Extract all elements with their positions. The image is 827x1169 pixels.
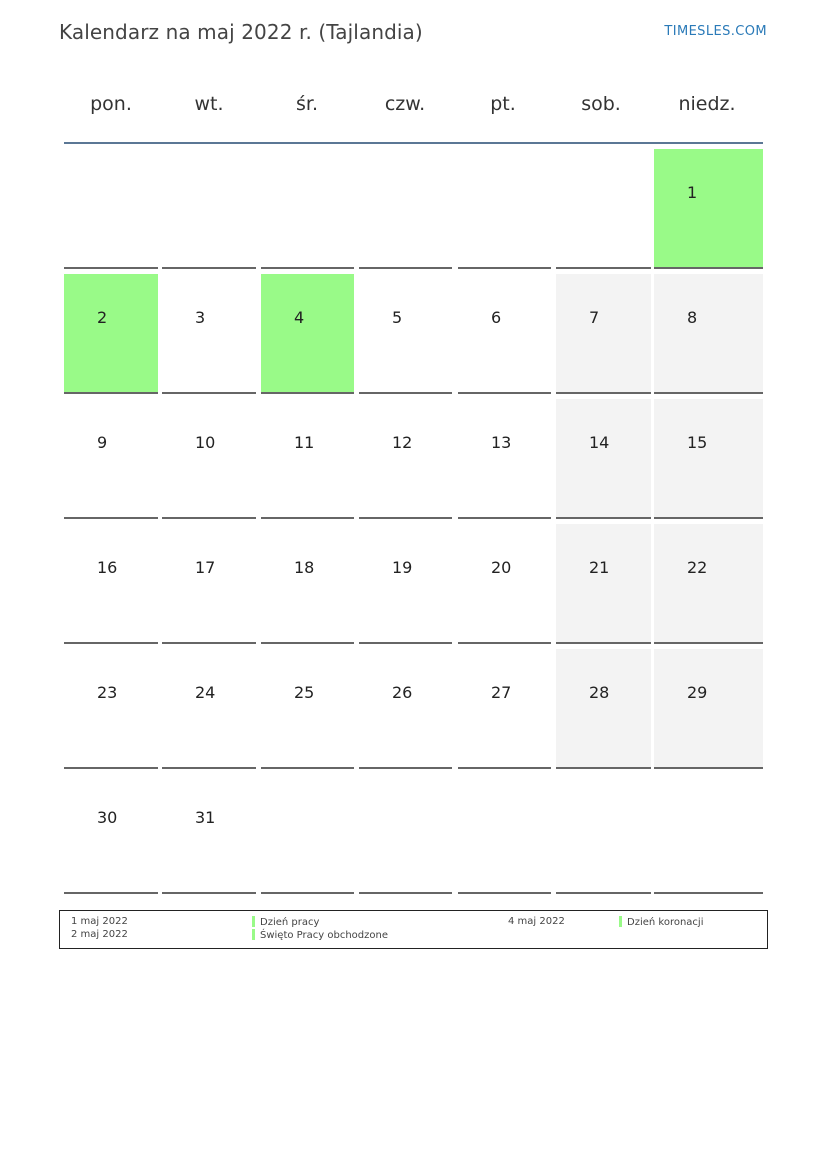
- day-cell[interactable]: [162, 399, 256, 519]
- weekday-header-row: [62, 90, 763, 120]
- day-number: 28: [589, 683, 610, 702]
- day-cell[interactable]: [458, 274, 551, 394]
- weekday-label-thu: czw.: [384, 93, 426, 115]
- day-number: 31: [195, 808, 216, 827]
- day-number: 19: [392, 558, 413, 577]
- day-cell[interactable]: [64, 774, 158, 894]
- day-number: 6: [491, 308, 502, 327]
- legend-name-1: Dzień pracy: [260, 917, 320, 928]
- empty-day-cell: [556, 774, 651, 894]
- day-cell[interactable]: [556, 524, 651, 644]
- day-cell[interactable]: [654, 524, 763, 644]
- day-cell[interactable]: [261, 274, 354, 394]
- day-number: 10: [195, 433, 216, 452]
- day-number: 15: [687, 433, 708, 452]
- day-number: 9: [97, 433, 108, 452]
- legend-item-1: [252, 916, 319, 928]
- day-number: 5: [392, 308, 403, 327]
- legend-name-3: Dzień koronacji: [627, 917, 704, 928]
- day-number: 29: [687, 683, 708, 702]
- weekday-label-sat: sob.: [581, 93, 621, 115]
- day-cell[interactable]: [261, 649, 354, 769]
- day-number: 22: [687, 558, 708, 577]
- holiday-legend: [59, 910, 768, 949]
- legend-name-2: Święto Pracy obchodzone: [260, 930, 388, 941]
- day-number: 18: [294, 558, 315, 577]
- weekday-label-fri: pt.: [490, 93, 516, 115]
- day-number: 30: [97, 808, 118, 827]
- day-number: 24: [195, 683, 216, 702]
- empty-day-cell: [261, 774, 354, 894]
- empty-day-cell: [458, 774, 551, 894]
- day-cell[interactable]: [359, 649, 452, 769]
- day-cell[interactable]: [359, 524, 452, 644]
- day-cell[interactable]: [64, 524, 158, 644]
- day-cell[interactable]: [556, 399, 651, 519]
- day-cell[interactable]: [654, 274, 763, 394]
- day-cell[interactable]: [359, 399, 452, 519]
- empty-day-cell: [261, 149, 354, 269]
- day-number: 4: [294, 308, 305, 327]
- day-cell[interactable]: [654, 399, 763, 519]
- site-link[interactable]: TIMESLES.COM: [664, 24, 767, 39]
- day-number: 26: [392, 683, 413, 702]
- day-number: 23: [97, 683, 118, 702]
- day-cell[interactable]: [64, 274, 158, 394]
- day-cell[interactable]: [359, 274, 452, 394]
- day-cell[interactable]: [162, 774, 256, 894]
- legend-item-3: [619, 916, 703, 928]
- day-number: 17: [195, 558, 216, 577]
- day-number: 7: [589, 308, 600, 327]
- day-cell[interactable]: [64, 399, 158, 519]
- day-cell[interactable]: [162, 274, 256, 394]
- legend-item-2: [252, 929, 388, 941]
- legend-marker-2: [252, 929, 255, 940]
- day-number: 2: [97, 308, 108, 327]
- day-number: 11: [294, 433, 315, 452]
- legend-marker-1: [252, 916, 255, 927]
- empty-day-cell: [162, 149, 256, 269]
- day-cell[interactable]: [654, 149, 763, 269]
- day-number: 20: [491, 558, 512, 577]
- weekday-label-sun: niedz.: [678, 93, 736, 115]
- weekday-label-wed: śr.: [295, 93, 318, 115]
- empty-day-cell: [654, 774, 763, 894]
- day-number: 1: [687, 183, 698, 202]
- day-cell[interactable]: [654, 649, 763, 769]
- day-cell[interactable]: [458, 524, 551, 644]
- empty-day-cell: [458, 149, 551, 269]
- legend-date-2: 2 maj 2022: [71, 929, 128, 940]
- page-title: Kalendarz na maj 2022 r. (Tajlandia): [59, 20, 423, 44]
- day-number: 8: [687, 308, 698, 327]
- day-cell[interactable]: [556, 649, 651, 769]
- empty-day-cell: [556, 149, 651, 269]
- legend-date-1: 1 maj 2022: [71, 916, 128, 927]
- day-number: 14: [589, 433, 610, 452]
- day-cell[interactable]: [162, 649, 256, 769]
- weekday-label-tue: wt.: [194, 93, 224, 115]
- day-number: 13: [491, 433, 512, 452]
- day-number: 25: [294, 683, 315, 702]
- day-number: 12: [392, 433, 413, 452]
- day-cell[interactable]: [556, 274, 651, 394]
- day-cell[interactable]: [458, 649, 551, 769]
- day-cell[interactable]: [458, 399, 551, 519]
- weekday-label-mon: pon.: [90, 93, 132, 115]
- day-cell[interactable]: [261, 399, 354, 519]
- day-number: 16: [97, 558, 118, 577]
- header-divider: [64, 142, 763, 144]
- day-cell[interactable]: [162, 524, 256, 644]
- legend-date-3: 4 maj 2022: [508, 916, 565, 927]
- empty-day-cell: [359, 149, 452, 269]
- day-cell[interactable]: [261, 524, 354, 644]
- legend-marker-3: [619, 916, 622, 927]
- day-number: 21: [589, 558, 610, 577]
- empty-day-cell: [359, 774, 452, 894]
- day-number: 27: [491, 683, 512, 702]
- empty-day-cell: [64, 149, 158, 269]
- day-cell[interactable]: [64, 649, 158, 769]
- day-number: 3: [195, 308, 206, 327]
